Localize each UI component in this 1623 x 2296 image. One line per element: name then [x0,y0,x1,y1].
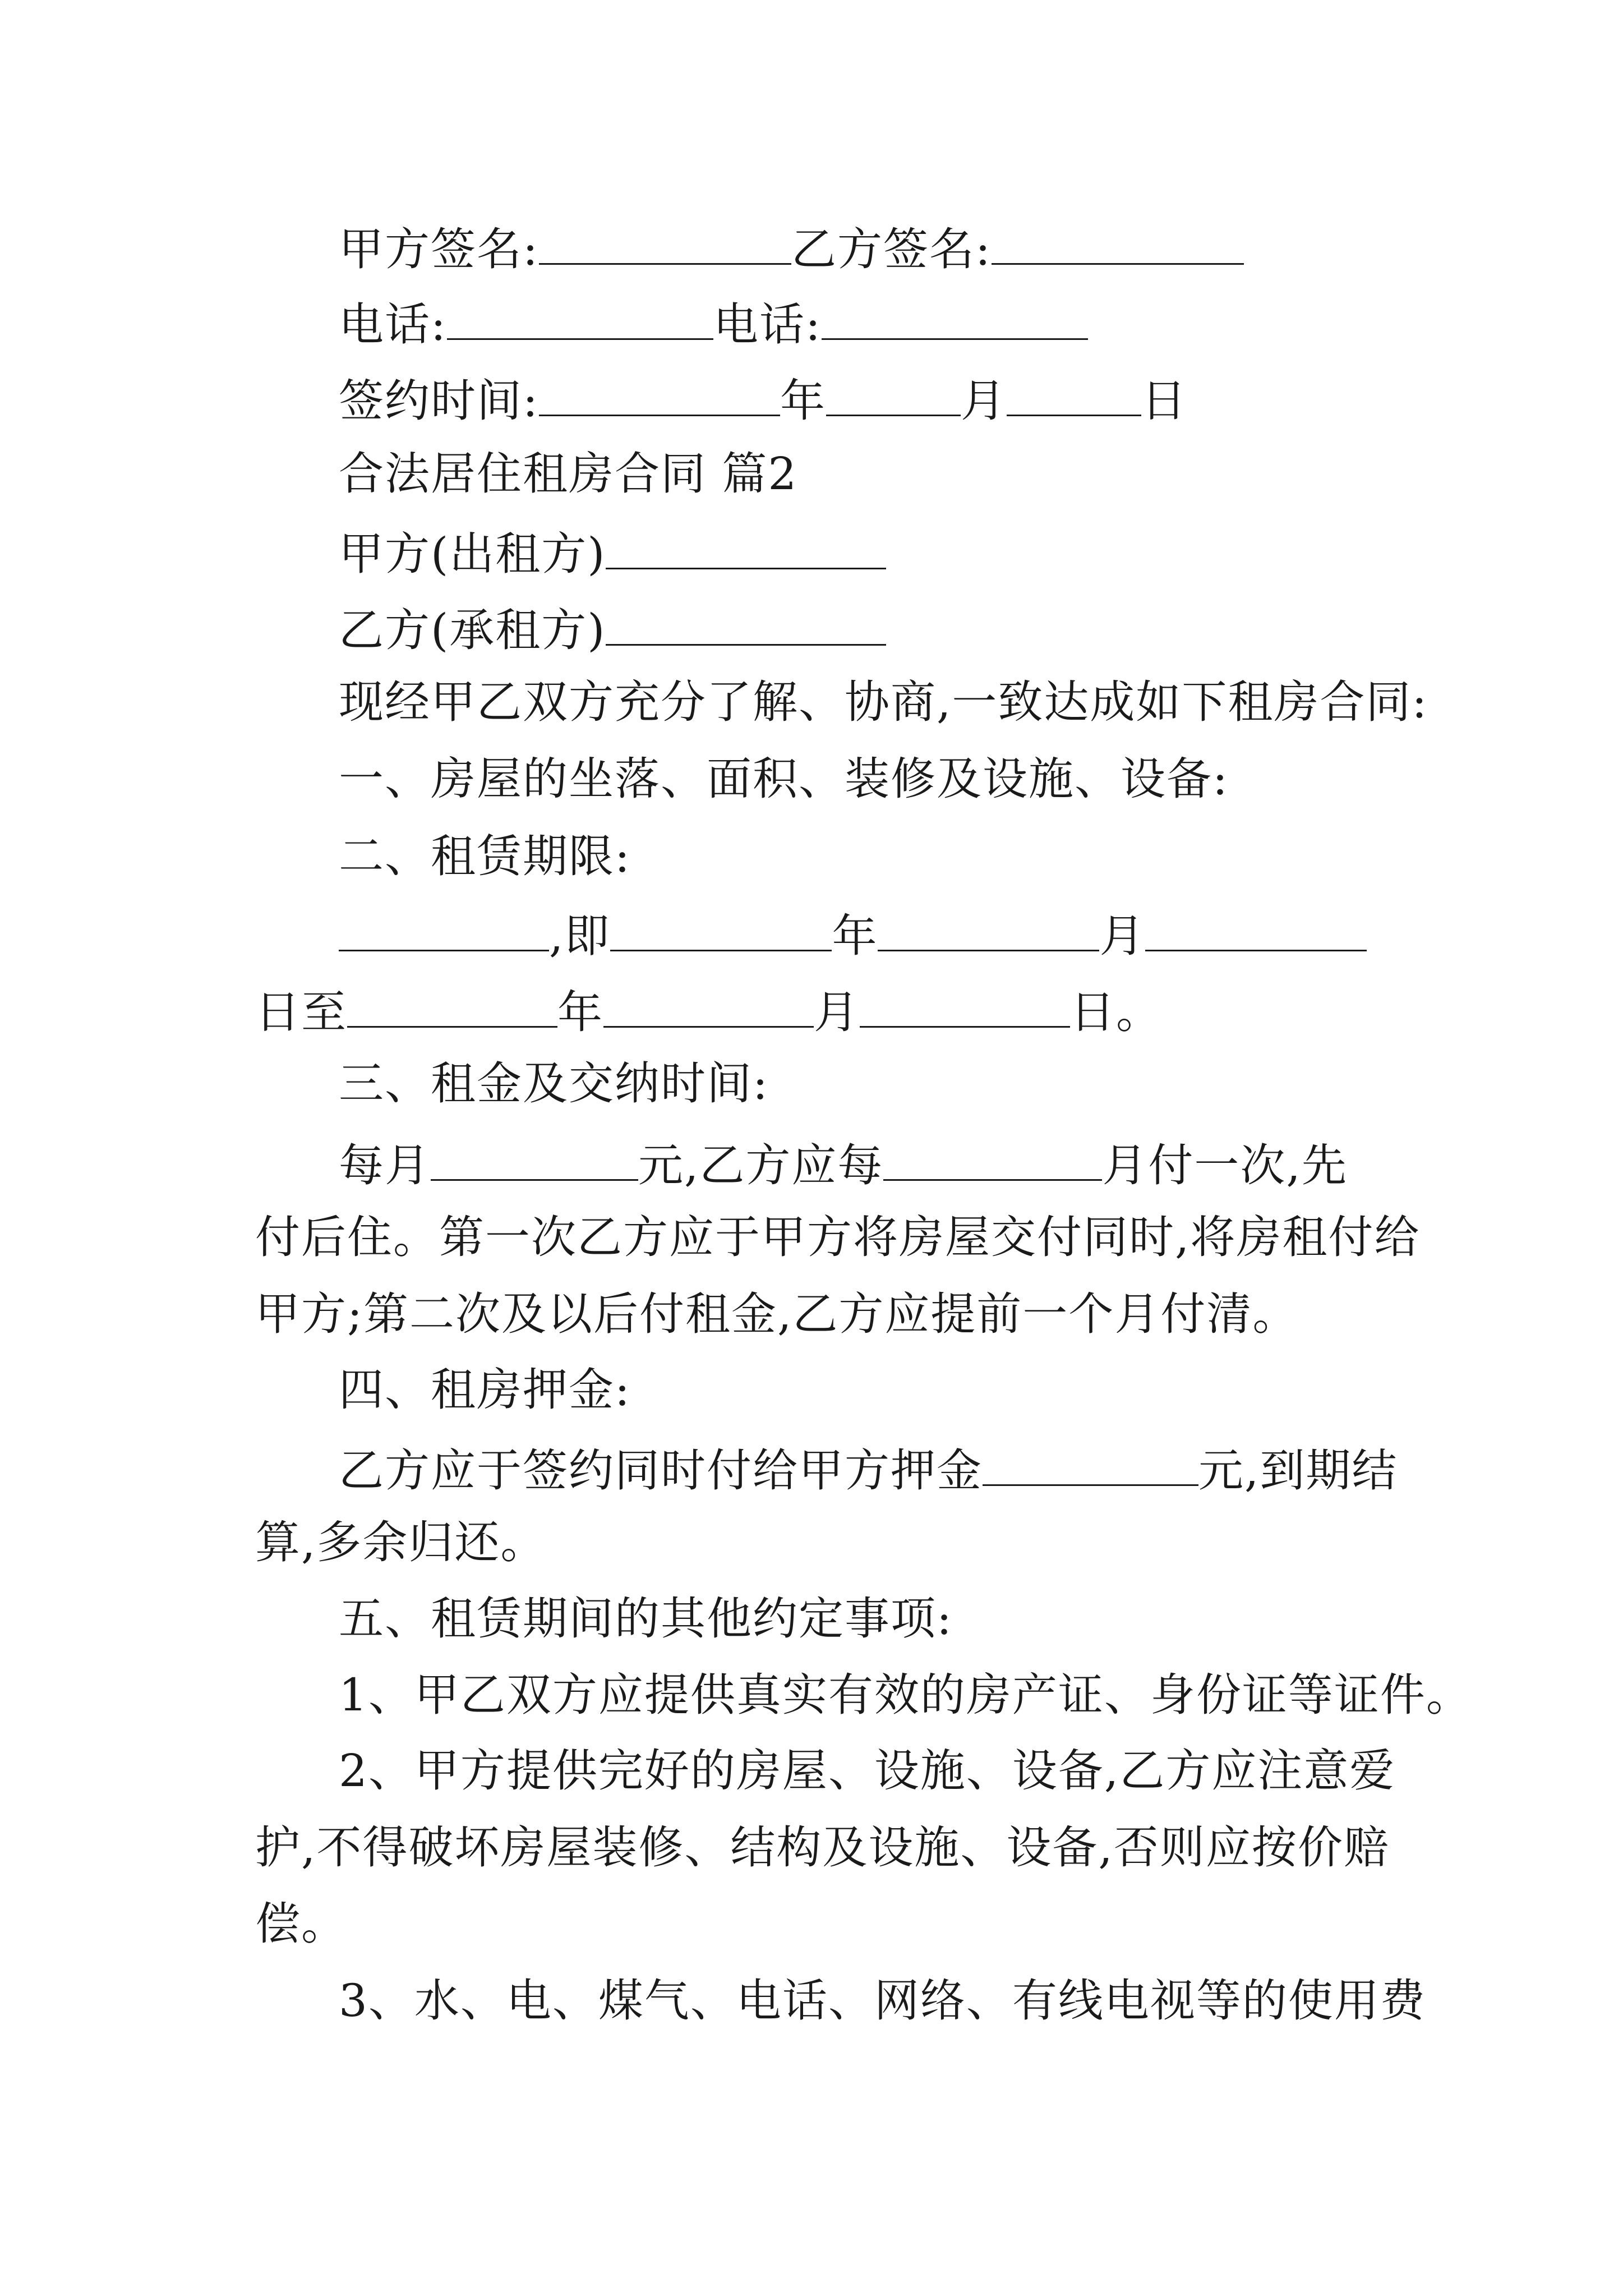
term-end-month-label: 月 [814,986,860,1038]
term-month-label: 月 [1099,910,1146,962]
sign-year-blank [539,374,780,416]
party-b-label: 乙方(承租方) [339,604,606,656]
item-3-line-1: 3、水、电、煤气、电话、网络、有线电视等的使用费 [339,1975,1426,2027]
rent-amount-blank [431,1139,638,1181]
party-a-line [339,527,886,580]
party-a-signature-label: 甲方签名: [339,223,539,275]
rent-pay-suffix: 月付一次,先 [1102,1139,1348,1191]
month-label: 月 [960,375,1007,427]
party-a-label: 甲方(出租方) [339,528,606,580]
party-a-phone-blank [447,298,713,340]
party-a-signature-blank [539,223,791,265]
deposit-amount-blank [983,1444,1198,1486]
rent-monthly-prefix: 每月 [339,1139,431,1191]
sign-date-line [339,374,1187,427]
party-a-name-blank [606,527,886,569]
rent-line-2: 付后住。第一次乙方应于甲方将房屋交付同时,将房租付给 [255,1211,1421,1263]
party-b-name-blank [606,604,886,646]
rent-line-1 [339,1139,1348,1191]
clause-2-heading: 二、租赁期限: [339,830,631,882]
term-line-2 [255,986,1162,1038]
deposit-line-2: 算,多余归还。 [255,1516,547,1568]
term-end-day-blank [860,986,1070,1028]
party-a-phone-label: 电话: [339,298,447,351]
party-b-line [339,604,886,656]
term-start-month-blank [878,909,1099,951]
term-end-year-label: 年 [557,986,603,1038]
item-2-line-2: 护,不得破坏房屋装修、结构及设施、设备,否则应按价赔 [255,1821,1390,1874]
term-year-label: 年 [832,910,878,962]
year-label: 年 [780,375,826,427]
term-day-end-text: 日。 [1070,986,1162,1038]
term-end-month-blank [603,986,814,1028]
sign-day-blank [1007,374,1141,416]
party-b-phone-label: 电话: [713,298,822,351]
party-b-signature-blank [992,223,1244,265]
signature-line [339,223,1244,275]
term-ji-text: ,即 [549,910,611,962]
phone-line [339,298,1088,351]
term-end-year-blank [347,986,557,1028]
clause-4-heading: 四、租房押金: [339,1364,631,1416]
term-duration-blank [339,909,549,951]
day-label: 日 [1141,375,1187,427]
term-day-to-text: 日至 [255,986,347,1038]
sign-month-blank [826,374,961,416]
item-2-line-3: 偿。 [255,1898,347,1950]
rent-monthly-suffix: 元,乙方应每 [638,1139,884,1191]
clause-5-heading: 五、租赁期间的其他约定事项: [339,1593,953,1645]
deposit-suffix: 元,到期结 [1198,1444,1398,1497]
party-b-phone-blank [822,298,1088,340]
sign-date-label: 签约时间: [339,375,539,427]
section-heading: 合法居住租房合同 篇2 [339,448,798,500]
intro-paragraph: 现经甲乙双方充分了解、协商,一致达成如下租房合同: [339,676,1428,728]
item-1: 1、甲乙双方应提供真实有效的房产证、身份证等证件。 [339,1669,1472,1721]
clause-3-heading: 三、租金及交纳时间: [339,1057,769,1110]
term-start-year-blank [610,909,832,951]
deposit-prefix: 乙方应于签约同时付给甲方押金 [339,1444,983,1497]
clause-1-heading: 一、房屋的坐落、面积、装修及设施、设备: [339,753,1229,805]
rent-interval-blank [883,1139,1102,1181]
deposit-line-1 [339,1444,1398,1497]
party-b-signature-label: 乙方签名: [791,223,992,275]
term-line-1 [339,909,1367,962]
item-2-line-1: 2、甲方提供完好的房屋、设施、设备,乙方应注意爱 [339,1745,1396,1797]
term-start-day-blank [1145,909,1367,951]
rent-line-3: 甲方;第二次及以后付租金,乙方应提前一个月付清。 [255,1288,1299,1340]
